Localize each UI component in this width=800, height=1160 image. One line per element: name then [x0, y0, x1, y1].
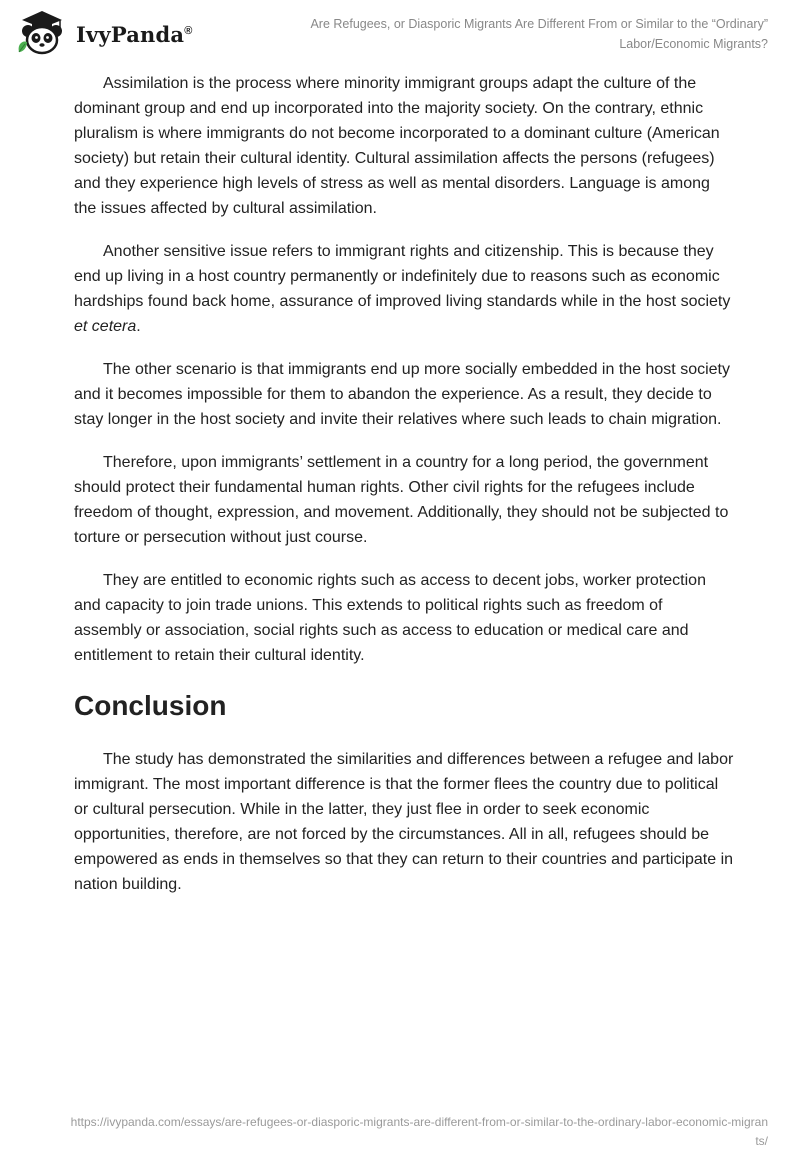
- panda-graduation-cap-icon: [16, 8, 68, 56]
- page-header: [0, 0, 800, 62]
- italic-et-cetera: et cetera: [74, 318, 137, 335]
- paragraph-immigrant-rights: Another sensitive issue refers to immigrant rights and citizenship. This is because they end up living in a host country permanently or indefinitely due to reasons such as economic hardships found back home, assurance of improved living standards while in the host society et cetera.: [74, 243, 731, 335]
- ivypanda-logo[interactable]: [16, 8, 193, 56]
- document-title: Are Refugees, or Diasporic Migrants Are Different From or Similar to the “Ordinary” Labor/Economic Migrants?: [310, 17, 768, 51]
- paragraph-human-rights: Therefore, upon immigrants’ settlement in a country for a long period, the government should protect their fundamental human rights. Other civil rights for the refugees include freedom of thought, expression, and movement. Additionally, they should not be subjected to torture or persecution without just course.: [74, 454, 729, 546]
- registered-mark: ®: [184, 24, 193, 37]
- paragraph-economic-rights: They are entitled to economic rights such as access to decent jobs, worker protection and capacity to join trade unions. This extends to political rights such as freedom of assembly or association, social rights such as access to education or medical care and entitlement to retain their cultural identity.: [74, 572, 706, 664]
- paragraph-conclusion: The study has demonstrated the similarities and differences between a refugee and labor immigrant. The most important difference is that the former flees the country due to political or cultural persecution. While in the latter, they just flee in order to seek economic opportunities, therefore, are not forced by the circumstances. All in all, refugees should be empowered as ends in themselves so that they can return to their countries and participate in nation building.: [74, 751, 734, 893]
- paragraph-assimilation: Assimilation is the process where minority immigrant groups adapt the culture of the dominant group and end up incorporated into the majority society. On the contrary, ethnic pluralism is where immigrants do not become incorporated to a dominant culture (American society) but retain their cultural identity. Cultural assimilation affects the persons (refugees) and they experience high levels of stress as well as mental disorders. Language is among the issues affected by cultural assimilation.: [74, 75, 720, 217]
- source-url[interactable]: https://ivypanda.com/essays/are-refugees-or-diasporic-migrants-are-different-from-or-similar-to-the-ordinary-labor-economic-migrants/: [70, 1115, 768, 1148]
- paragraph-chain-migration: The other scenario is that immigrants end up more socially embedded in the host society and it becomes impossible for them to abandon the experience. As a result, they decide to stay longer in the host society and invite their relatives where such leads to chain migration.: [74, 361, 730, 428]
- green-leaf-icon: [19, 41, 27, 52]
- brand-name: IvyPanda®: [76, 21, 193, 47]
- essay-content: [74, 71, 734, 915]
- conclusion-heading: Conclusion: [74, 690, 227, 721]
